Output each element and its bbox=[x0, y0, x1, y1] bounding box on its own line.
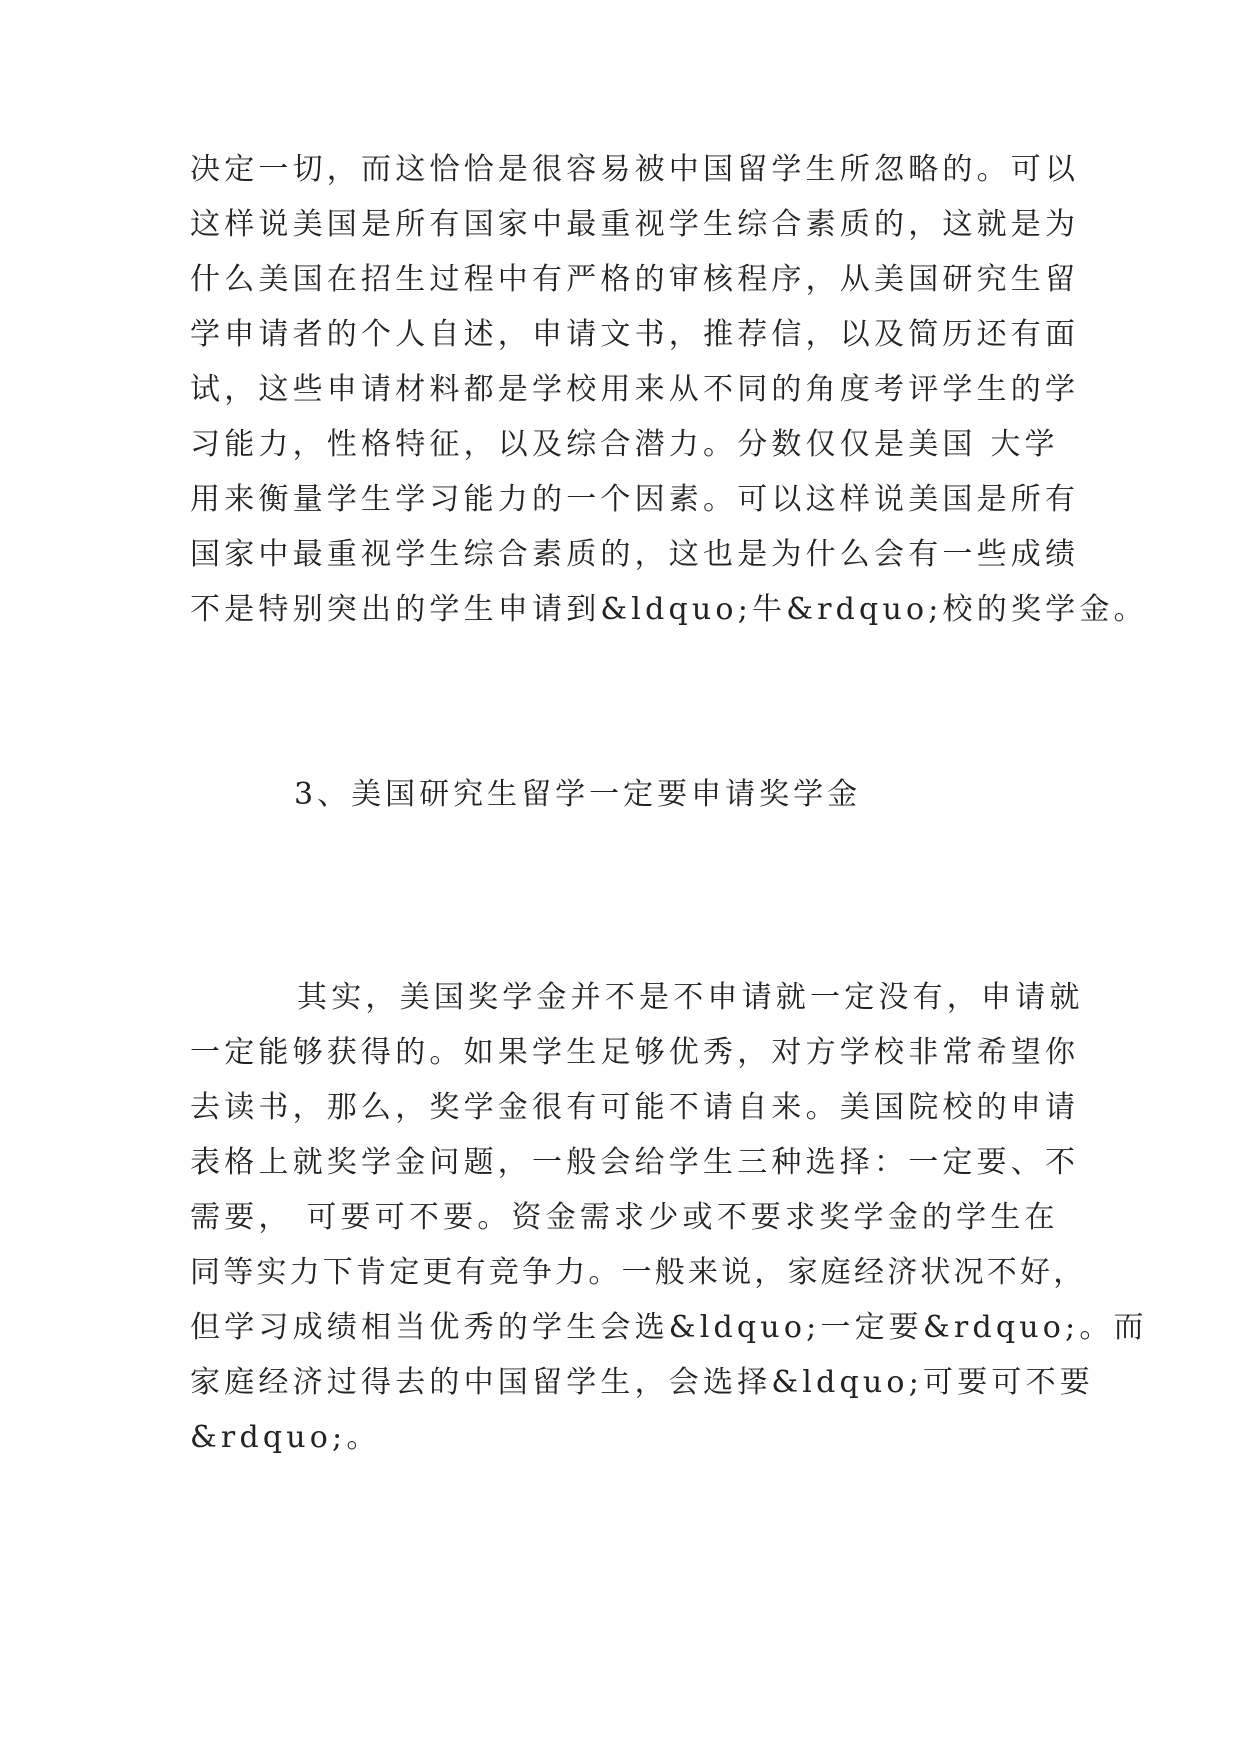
paragraph-line: 国家中最重视学生综合素质的，这也是为什么会有一些成绩 bbox=[190, 537, 1080, 572]
paragraph-line: 这样说美国是所有国家中最重视学生综合素质的，这就是为 bbox=[190, 207, 1080, 242]
paragraph-line: 家庭经济过得去的中国留学生，会选择&ldquo;可要可不要 bbox=[190, 1365, 1094, 1400]
paragraph-line: 但学习成绩相当优秀的学生会选&ldquo;一定要&rdquo;。而 bbox=[190, 1310, 1148, 1345]
paragraph-line: 去读书，那么，奖学金很有可能不请自来。美国院校的申请 bbox=[190, 1090, 1080, 1125]
paragraph-line: 什么美国在招生过程中有严格的审核程序，从美国研究生留 bbox=[190, 262, 1080, 297]
paragraph-line: 学申请者的个人自述，申请文书，推荐信，以及简历还有面 bbox=[190, 317, 1080, 352]
paragraph-line: 一定能够获得的。如果学生足够优秀，对方学校非常希望你 bbox=[190, 1035, 1080, 1070]
paragraph-line: 同等实力下肯定更有竞争力。一般来说，家庭经济状况不好， bbox=[190, 1255, 1087, 1290]
paragraph-line: 试，这些申请材料都是学校用来从不同的角度考评学生的学 bbox=[190, 372, 1080, 407]
paragraph-line: 其实，美国奖学金并不是不申请就一定没有，申请就 bbox=[297, 980, 1084, 1015]
paragraph-line: 决定一切，而这恰恰是很容易被中国留学生所忽略的。可以 bbox=[190, 152, 1080, 187]
paragraph-line: 不是特别突出的学生申请到&ldquo;牛&rdquo;校的奖学金。 bbox=[190, 592, 1148, 627]
paragraph-line: &rdquo;。 bbox=[190, 1420, 381, 1455]
paragraph-line: 表格上就奖学金问题，一般会给学生三种选择：一定要、不 bbox=[190, 1145, 1080, 1180]
paragraph-line: 习能力，性格特征，以及综合潜力。分数仅仅是美国 大学 bbox=[190, 427, 1059, 462]
paragraph-line: 需要， 可要可不要。资金需求少或不要求奖学金的学生在 bbox=[190, 1200, 1059, 1235]
paragraph-line: 用来衡量学生学习能力的一个因素。可以这样说美国是所有 bbox=[190, 482, 1080, 517]
section-heading: 3、美国研究生留学一定要申请奖学金 bbox=[294, 777, 862, 812]
